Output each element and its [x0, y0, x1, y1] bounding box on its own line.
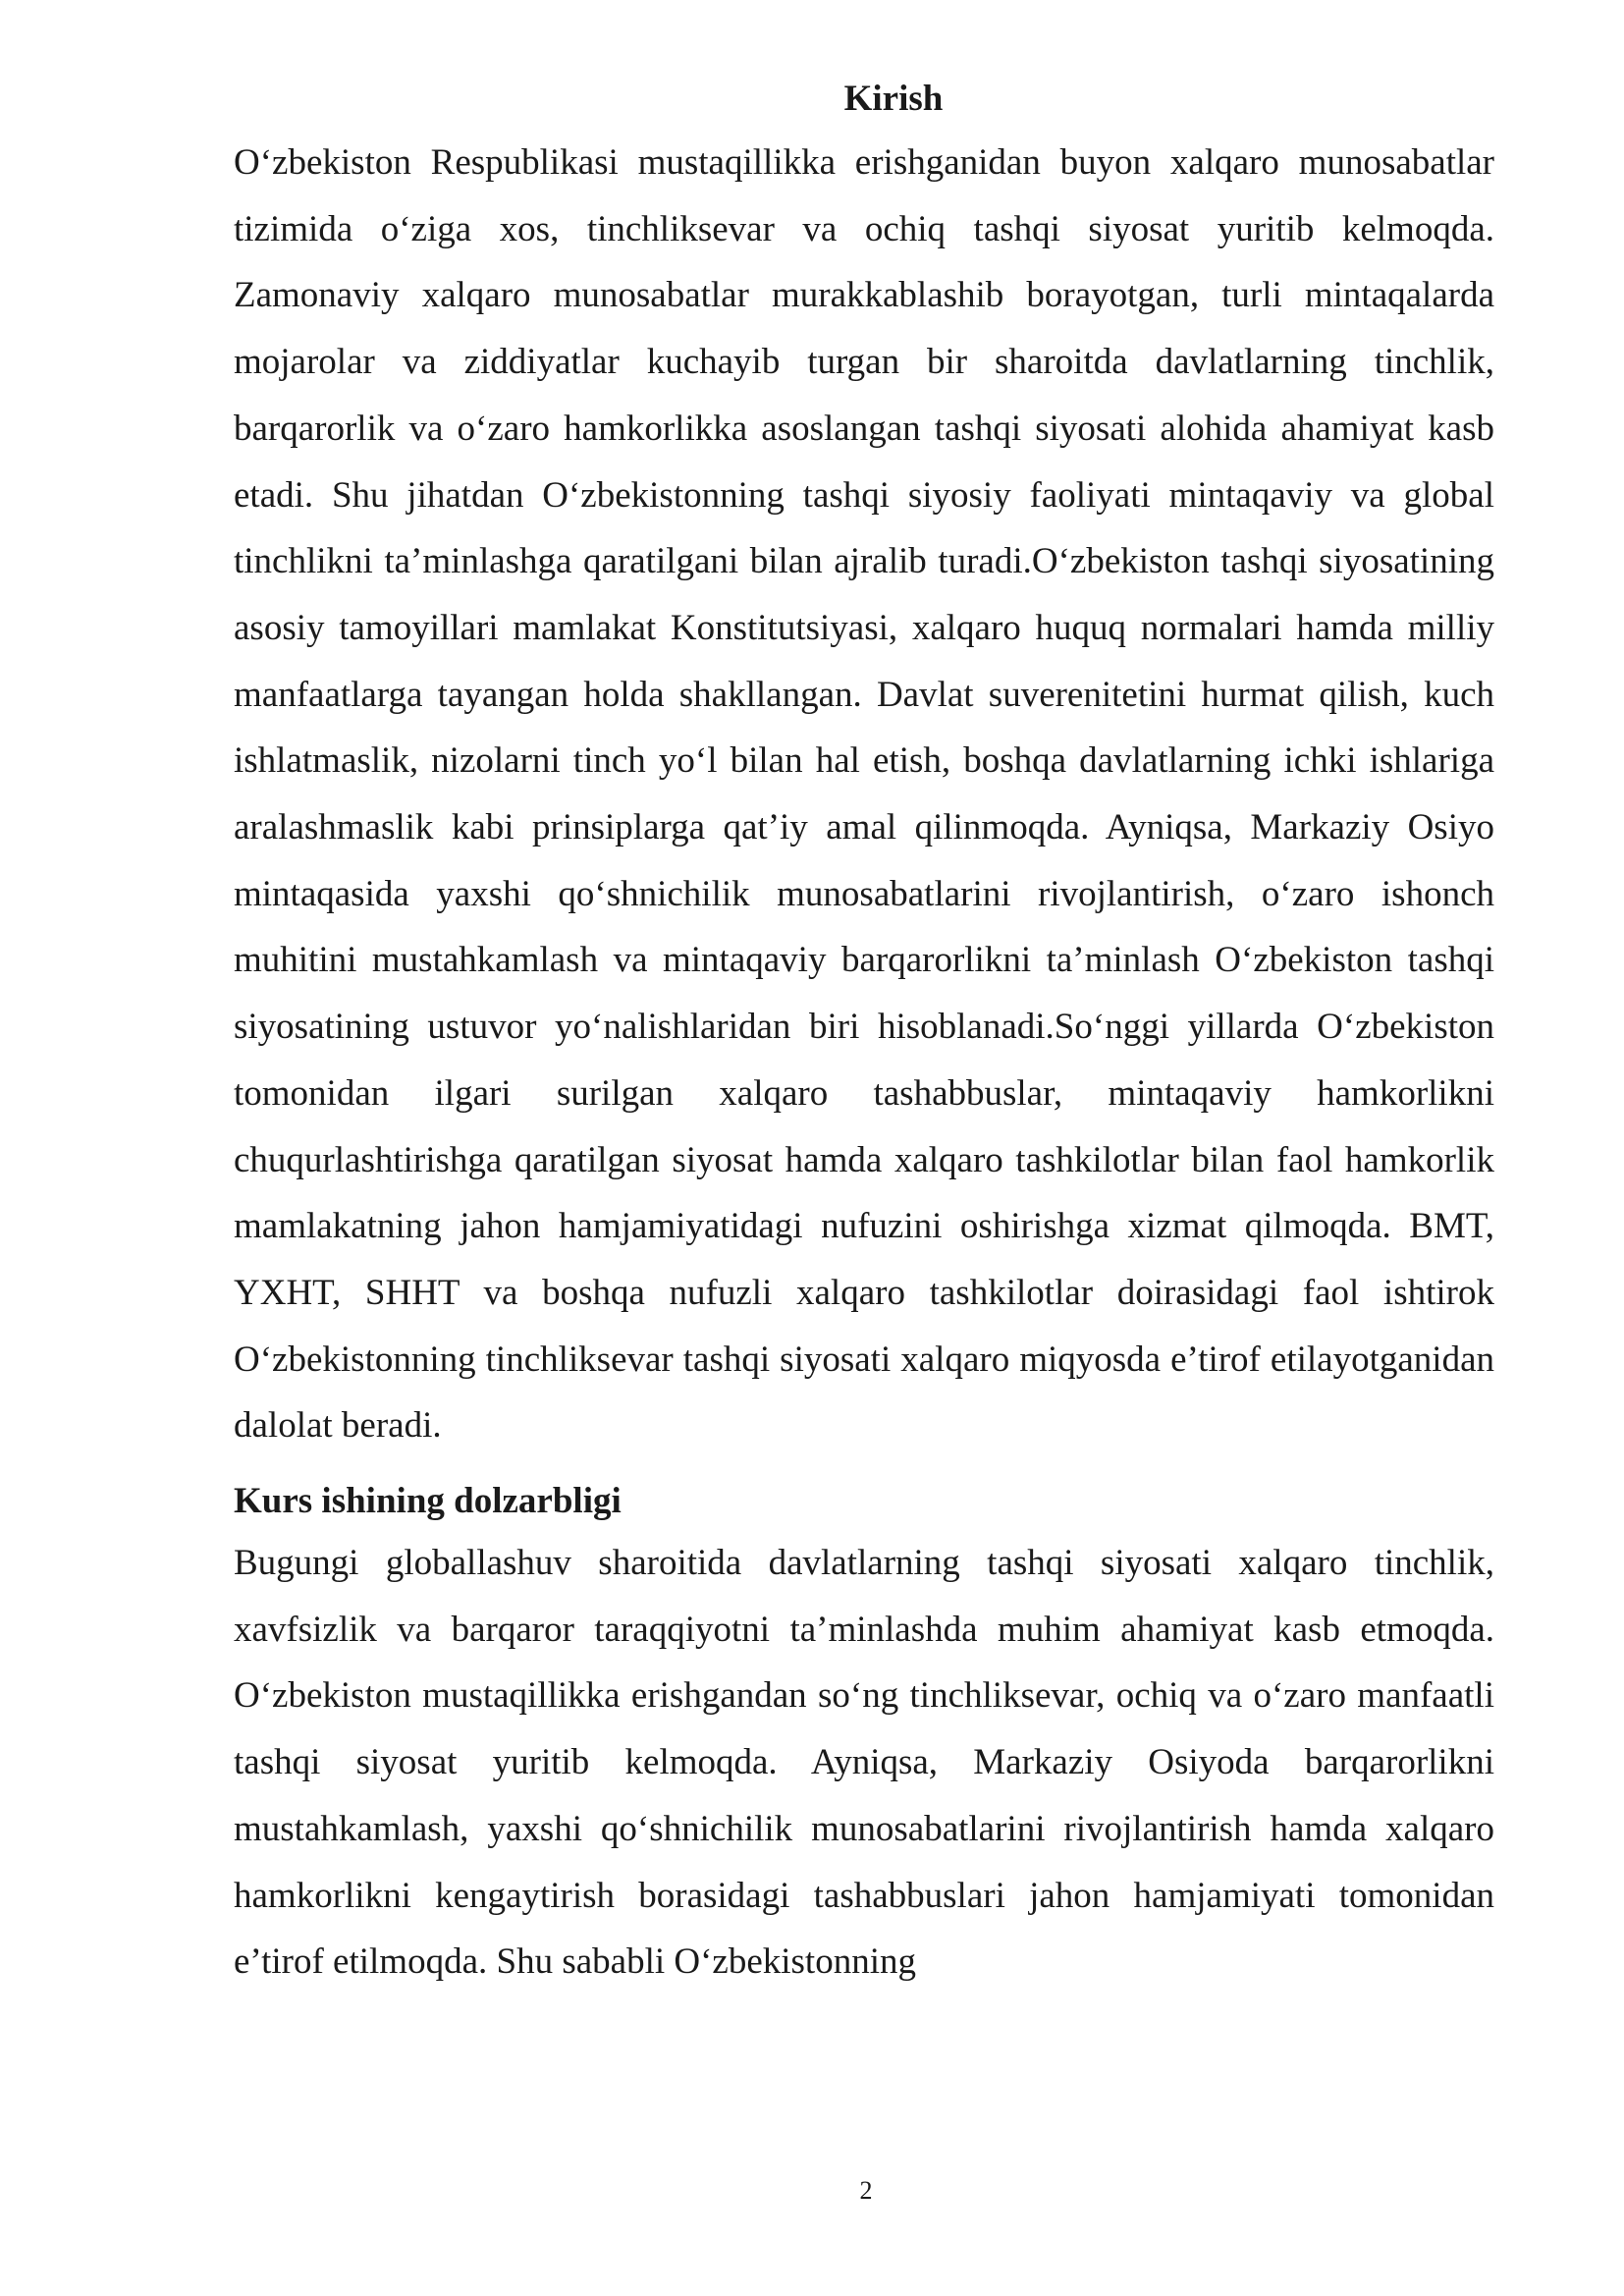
page-number: 2	[859, 2176, 873, 2205]
document-page	[234, 69, 1494, 1995]
section-paragraph: Bugungi globallashuv sharoitida davlatlarning tashqi siyosati xalqaro tinchlik, xavfsizlik va barqaror taraqqiyotni ta’minlashda muhim ahamiyat kasb etmoqda. O‘zbekiston mustaqillikka erishgandan so‘ng tinchliksevar, ochiq va o‘zaro manfaatli tashqi siyosat yuritib kelmoqda. Ayniqsa, Markaziy Osiyoda barqarorlikni mustahkamlash, yaxshi qo‘shnichilik munosabatlarini rivojlantirish hamda xalqaro hamkorlikni kengaytirish borasidagi tashabbuslari jahon hamjamiyati tomonidan e’tirof etilmoqda. Shu sababli O‘zbekistonning	[234, 1543, 1494, 1983]
page-title: Kirish	[843, 79, 944, 119]
section-heading: Kurs ishining dolzarbligi	[234, 1481, 622, 1522]
intro-paragraph: O‘zbekiston Respublikasi mustaqillikka erishganidan buyon xalqaro munosabatlar tizimida o‘ziga xos, tinchliksevar va ochiq tashqi siyosat yuritib kelmoqda. Zamonaviy xalqaro munosabatlar murakkablashib borayotgan, turli mintaqalarda mojarolar va ziddiyatlar kuchayib turgan bir sharoitda davlatlarning tinchlik, barqarorlik va o‘zaro hamkorlikka asoslangan tashqi siyosati alohida ahamiyat kasb etadi. Shu jihatdan O‘zbekistonning tashqi siyosiy faoliyati mintaqaviy va global tinchlikni ta’minlashga qaratilgani bilan ajralib turadi.O‘zbekiston tashqi siyosatining asosiy tamoyillari mamlakat Konstitutsiyasi, xalqaro huquq normalari hamda milliy manfaatlarga tayangan holda shakllangan. Davlat suverenitetini hurmat qilish, kuch ishlatmaslik, nizolarni tinch yo‘l bilan hal etish, boshqa davlatlarning ichki ishlariga aralashmaslik kabi prinsiplarga qat’iy amal qilinmoqda. Ayniqsa, Markaziy Osiyo mintaqasida yaxshi qo‘shnichilik munosabatlarini rivojlantirish, o‘zaro ishonch muhitini mustahkamlash va mintaqaviy barqarorlikni ta’minlash O‘zbekiston tashqi siyosatining ustuvor yo‘nalishlaridan biri hisoblanadi.So‘nggi yillarda O‘zbekiston tomonidan ilgari surilgan xalqaro tashabbuslar, mintaqaviy hamkorlikni chuqurlashtirishga qaratilgan siyosat hamda xalqaro tashkilotlar bilan faol hamkorlik mamlakatning jahon hamjamiyatidagi nufuzini oshirishga xizmat qilmoqda. BMT, YXHT, SHHT va boshqa nufuzli xalqaro tashkilotlar doirasidagi faol ishtirok O‘zbekistonning tinchliksevar tashqi siyosati xalqaro miqyosda e’tirof etilayotganidan dalolat beradi.	[234, 142, 1494, 1447]
